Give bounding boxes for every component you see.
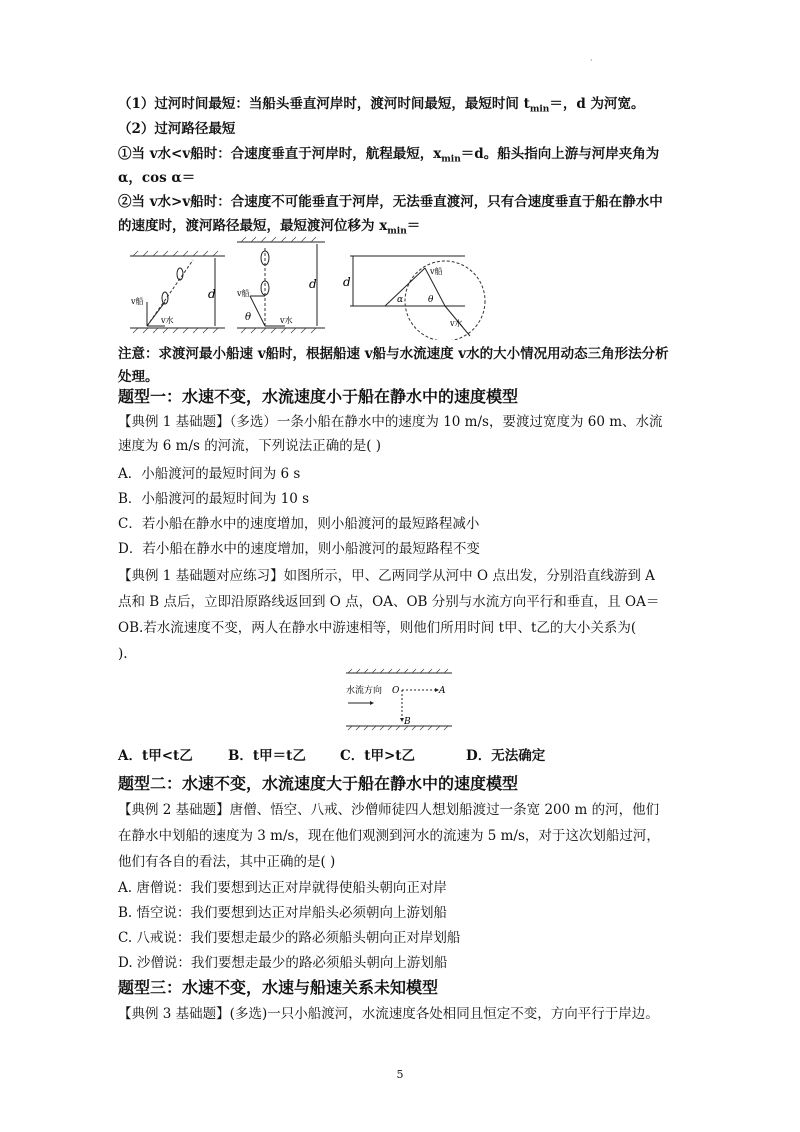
text-line-4: α，cos α＝ xyxy=(118,170,196,186)
label-v-boat-2: v船 xyxy=(237,289,250,298)
label-v-boat-3: v船 xyxy=(430,267,443,276)
label-v-water-2: v水 xyxy=(280,316,293,325)
q1-line-1: 【典例 1 基础题】（多选）一条小船在静水中的速度为 10 m/s，要渡过宽度为 60 m、水流 xyxy=(118,414,663,430)
label-d-3: d xyxy=(343,275,351,289)
label-d-1: d xyxy=(208,287,216,301)
label-v-boat-1: v船 xyxy=(131,297,144,306)
swimmer-figure xyxy=(340,663,460,733)
q3-option-a: A. 唐僧说：我们要想到达正对岸就得使船头朝向正对岸 xyxy=(118,880,447,896)
diagram-dynamic-triangle xyxy=(343,256,485,340)
label-theta-2: θ xyxy=(245,312,252,323)
text-line-5: ②当 v水>v船时：合速度不可能垂直于河岸，无法垂直渡河，只有合速度垂直于船在静水中 xyxy=(118,194,663,210)
q2-choice-b: B．t甲＝t乙 xyxy=(228,748,306,764)
q2-line-1: 【典例 1 基础题对应练习】如图所示，甲、乙两同学从河中 O 点出发，分别沿直线游到 A xyxy=(118,568,655,584)
q2-line-4: ). xyxy=(118,646,128,662)
q3-line-1: 【典例 2 基础题】唐僧、悟空、八戒、沙僧师徒四人想划船渡过一条宽 200 m 的河，他们 xyxy=(118,802,660,818)
river-diagrams-figure xyxy=(125,236,685,340)
q1-line-2: 速度为 6 m/s 的河流，下列说法正确的是( ) xyxy=(118,438,382,454)
q3-option-d: D. 沙僧说：我们要想走最少的路必须船头朝向上游划船 xyxy=(118,955,448,971)
q2-choice-d: D．无法确定 xyxy=(466,748,546,764)
q2-choice-c: C．t甲>t乙 xyxy=(340,748,416,764)
q2-line-3: OB.若水流速度不变，两人在静水中游速相等，则他们所用时间 t甲、t乙的大小关系为( xyxy=(118,620,637,636)
note-line-2: 处理。 xyxy=(118,369,159,385)
diagram-min-path xyxy=(236,237,325,333)
point-o-label: O xyxy=(392,686,400,696)
label-v-water-1: v水 xyxy=(161,316,174,325)
label-theta-3: θ xyxy=(428,295,434,305)
note-line-1: 注意：求渡河最小船速 v船时，根据船速 v船与水流速度 v水的大小情况用动态三角形法分析 xyxy=(118,346,669,362)
label-d-2: d xyxy=(309,277,317,291)
page-number: 5 xyxy=(396,1068,404,1081)
point-b-label: B xyxy=(404,717,411,727)
text-line-3: ①当 v水<v船时：合速度垂直于河岸时，航程最短，$x_{min}=d$。船头指向上游与河岸夹角为 xyxy=(118,146,660,165)
label-alpha: α xyxy=(397,295,404,305)
q3-line-2: 在静水中划船的速度为 3 m/s，现在他们观测到河水的流速为 5 m/s，对于这次划船过河， xyxy=(118,828,660,844)
text-line-6: 的速度时，渡河路径最短，最短渡河位移为 $x_{min}=$ xyxy=(118,218,421,237)
q1-option-c: C．若小船在静水中的速度增加，则小船渡河的最短路程减小 xyxy=(118,516,480,532)
section-2-title: 题型二：水速不变，水流速度大于船在静水中的速度模型 xyxy=(118,774,519,793)
diagram-min-time xyxy=(130,251,225,333)
q2-line-2: 点和 B 点后，立即沿原路线返回到 O 点，OA、OB 分别与水流方向平行和垂直，且 OA＝ xyxy=(118,594,660,610)
label-v-water-3: v水 xyxy=(450,319,463,328)
section-1-title: 题型一：水速不变，水流速度小于船在静水中的速度模型 xyxy=(118,387,519,406)
text-line-2: （2）过河路径最短 xyxy=(118,121,236,137)
q3-option-c: C. 八戒说：我们要想走最少的路必须船头朝向正对岸划船 xyxy=(118,930,461,946)
q1-option-d: D．若小船在静水中的速度增加，则小船渡河的最短路程不变 xyxy=(118,541,480,557)
q2-choice-a: A．t甲<t乙 xyxy=(118,748,193,764)
q4-line-1: 【典例 3 基础题】(多选)一只小船渡河，水流速度各处相同且恒定不变，方向平行于岸边。 xyxy=(118,1006,659,1022)
point-a-label: A xyxy=(439,686,446,696)
q3-line-3: 他们有各自的看法，其中正确的是( ) xyxy=(118,854,336,870)
corner-mark: · xyxy=(590,56,593,65)
q3-option-b: B. 悟空说：我们要想到达正对岸船头必须朝向上游划船 xyxy=(118,905,448,921)
section-3-title: 题型三：水速不变，水速与船速关系未知模型 xyxy=(118,978,439,997)
flow-direction-label: 水流方向 xyxy=(346,685,383,695)
text-line-1: （1）过河时间最短：当船头垂直河岸时，渡河时间最短，最短时间 $t_{min}=$，d 为河宽。 xyxy=(118,96,645,115)
q1-option-a: A．小船渡河的最短时间为 6 s xyxy=(118,466,301,482)
q1-option-b: B．小船渡河的最短时间为 10 s xyxy=(118,491,310,507)
